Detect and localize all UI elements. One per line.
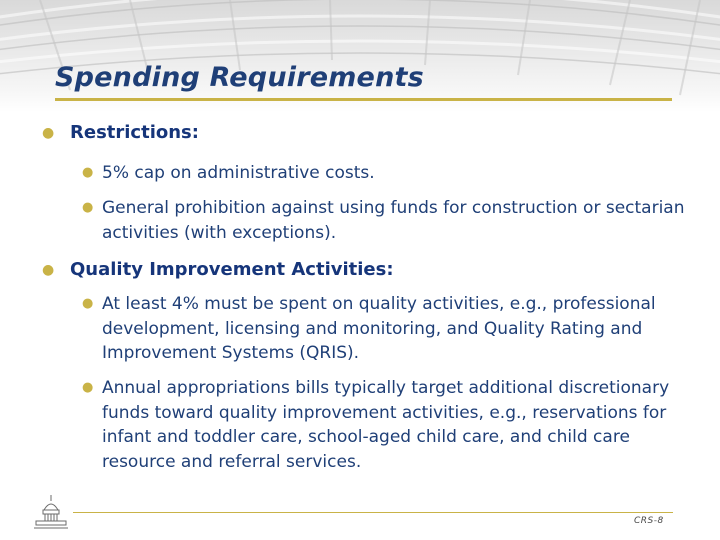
list-item: ● General prohibition against using funds for construction or sectarian activities (with exceptions). — [82, 198, 685, 243]
bullet-icon: ● — [82, 200, 94, 215]
bullet-icon: ● — [82, 296, 94, 311]
dome-banner — [0, 0, 720, 112]
capitol-dome-icon — [34, 494, 68, 530]
slide-title: Spending Requirements — [55, 62, 424, 93]
title-underline — [55, 98, 672, 101]
bullet-icon: ● — [42, 262, 55, 278]
footer-rule — [73, 512, 673, 513]
page-number: CRS-8 — [634, 516, 664, 526]
bullet-icon: ● — [82, 165, 94, 180]
section-heading-quality: ● Quality Improvement Activities: — [42, 259, 394, 280]
dome-ceiling-image — [0, 0, 720, 112]
list-item: ● At least 4% must be spent on quality activities, e.g., professional development, licensing and monitoring, and Quality Rating and Improvement Systems (QRIS). — [82, 294, 656, 363]
bullet-icon: ● — [42, 125, 55, 141]
section-heading-restrictions: ● Restrictions: — [42, 122, 199, 143]
bullet-icon: ● — [82, 380, 94, 395]
list-item: ● 5% cap on administrative costs. — [102, 161, 702, 186]
list-item: ● Annual appropriations bills typically target additional discretionary funds toward quality improvement activities, e.g., reservations for infant and toddler care, school-aged child care, and child care resource and referral services. — [82, 378, 670, 472]
